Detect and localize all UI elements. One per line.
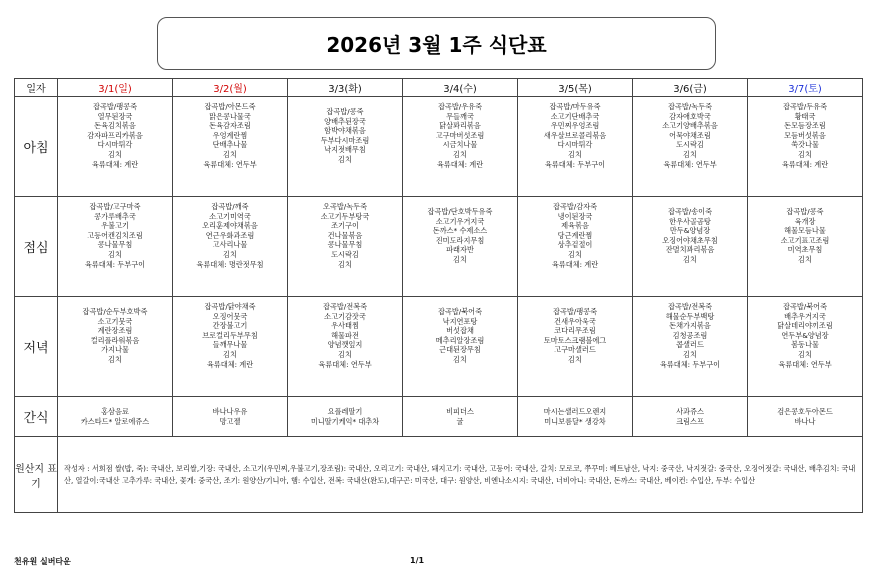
menu-item: 김치 <box>453 254 467 264</box>
menu-item: 요플레딸기 <box>327 406 363 416</box>
menu-item: 간장불고기 <box>212 321 248 331</box>
menu-item: 김치 <box>568 249 582 259</box>
menu-item: 김치 <box>108 249 122 259</box>
menu-item: 상추겉절이 <box>557 240 593 250</box>
menu-item: 김치 <box>798 349 812 359</box>
menu-item: 건나물볶음 <box>327 230 363 240</box>
menu-item: 김치 <box>108 149 122 159</box>
menu-cell <box>173 397 288 437</box>
menu-item: 육류대체: 계란 <box>436 159 484 169</box>
menu-item: 잡곡밥/북어죽 <box>782 302 828 311</box>
menu-item: 미니딸기케익* 대추차 <box>310 416 380 426</box>
menu-item: 마시는샐러드오렌지 <box>543 406 607 416</box>
menu-item: 육류대체: 계란 <box>551 259 599 269</box>
origin-label: 원산지 표기 <box>15 437 58 513</box>
menu-cell <box>173 297 288 397</box>
menu-item: 낙지연포탕 <box>442 316 478 326</box>
menu-item: 해물모듬나물 <box>784 226 826 236</box>
footer-org: 천유원 실버타운 <box>14 557 71 566</box>
menu-item: 소고기표고조림 <box>780 235 830 245</box>
menu-item: 오곡밥/녹두죽 <box>322 202 368 211</box>
menu-item: 감자애호박국 <box>669 111 711 121</box>
menu-item: 고구마버섯조림 <box>435 130 485 140</box>
menu-item: 우사태찜 <box>331 321 359 331</box>
menu-item: 소고기우거지국 <box>435 216 485 226</box>
menu-item: 파래자반 <box>446 245 474 255</box>
date-label-header: 일자 <box>15 79 58 97</box>
menu-item: 잡곡밥/콩죽 <box>786 207 824 216</box>
menu-item: 콩가루배추국 <box>94 211 136 221</box>
menu-item: 콩나물무침 <box>97 240 133 250</box>
menu-cell <box>748 297 863 397</box>
menu-item: 김치 <box>568 354 582 364</box>
menu-item: 양배추된장국 <box>324 116 366 126</box>
menu-item: 육류대체: 연두부 <box>318 359 372 369</box>
menu-item: 봄동나물 <box>791 340 819 350</box>
menu-item: 육류대체: 두부구이 <box>84 259 146 269</box>
menu-item: 두부다시마조림 <box>320 135 370 145</box>
menu-item: 다시마튀각 <box>97 140 133 150</box>
menu-item: 소고기미역국 <box>209 211 251 221</box>
menu-item: 돈육김치볶음 <box>94 121 136 131</box>
menu-item: 감자파프리카볶음 <box>87 130 143 140</box>
menu-item: 들깨무나물 <box>212 340 248 350</box>
menu-item: 만두&양념장 <box>669 226 711 236</box>
menu-item: 김치 <box>683 254 697 264</box>
menu-item: 김치 <box>453 149 467 159</box>
day-header: 3/5(목) <box>518 79 633 97</box>
menu-item: 우엉계란찜 <box>212 130 248 140</box>
menu-item: 귤 <box>456 416 464 426</box>
menu-item: 잡곡밥/고구마죽 <box>89 202 141 211</box>
menu-item: 단배추나물 <box>212 140 248 150</box>
day-header: 3/2(월) <box>173 79 288 97</box>
menu-item: 소고기감잣국 <box>324 311 366 321</box>
menu-item: 잡곡밥/두유죽 <box>782 102 828 111</box>
menu-item: 콥샐러드 <box>676 340 704 350</box>
menu-item: 크림스프 <box>676 416 704 426</box>
meal-row <box>15 97 863 197</box>
menu-item: 한우사골곰탕 <box>669 216 711 226</box>
menu-item: 김치 <box>798 149 812 159</box>
menu-item: 컬리플라워볶음 <box>90 335 140 345</box>
header-row <box>15 79 863 97</box>
menu-item: 닭살데리야끼조림 <box>777 321 833 331</box>
menu-item: 무들깨국 <box>446 111 474 121</box>
menu-item: 검은콩호두아몬드 <box>777 406 833 416</box>
menu-item: 김치 <box>453 354 467 364</box>
menu-cell <box>748 197 863 297</box>
menu-item: 잡곡밥/북어죽 <box>437 307 483 316</box>
menu-cell <box>58 97 173 197</box>
menu-item: 육류대체: 명란젓무침 <box>196 259 264 269</box>
menu-item: 잡곡밥/깨죽 <box>211 202 249 211</box>
menu-item: 육류대체: 두부구이 <box>544 159 606 169</box>
footer-page-number: 1/1 <box>410 556 425 565</box>
menu-cell <box>518 297 633 397</box>
menu-cell <box>58 297 173 397</box>
menu-item: 시금치나물 <box>442 140 478 150</box>
menu-cell <box>633 297 748 397</box>
menu-item: 김치 <box>683 349 697 359</box>
menu-item: 김치 <box>223 249 237 259</box>
menu-item: 메추리알장조림 <box>435 335 485 345</box>
origin-row <box>15 437 863 513</box>
menu-item: 육개장 <box>794 216 816 226</box>
menu-item: 잡곡밥/콩죽 <box>326 107 364 116</box>
menu-cell <box>748 397 863 437</box>
meal-row <box>15 297 863 397</box>
menu-item: 고구마샐러드 <box>554 345 596 355</box>
menu-cell <box>173 197 288 297</box>
origin-text: 작성자 : 서희점 쌀(밥, 죽): 국내산, 보리쌀,기장: 국내산, 소고기(우민찌,우불고기,장조림): 국내산, 오리고기: 국내산, 돼지고기: 국내산, 고등어: 국내산, 갈치: 모로코, 쭈꾸미: 베트남산, 낙지: 중국산, 낙지젓갈: 중국산, 오징어젓갈: 국내산, 배추김치: 국내산, 열갈이:국내산 고추가루: 국내산, 꽃게: 중국산, 조기: 원양산/기니아, 햄: 수입산, 전복: 국내산(완도),대구곤: 미국산, 대구: 원양산, 비엔나소시지: 국내산, 너비아니: 국내산, 돈까스: 국내산, 베이컨: 수입산, 두부: 수입산 <box>58 437 863 513</box>
menu-item: 연근우화과조림 <box>205 230 255 240</box>
menu-item: 돈모듬장조림 <box>784 121 826 131</box>
menu-item: 잡곡밥/송이죽 <box>667 207 713 216</box>
menu-item: 닭살꽈리볶음 <box>439 121 481 131</box>
menu-item: 건새우아욱국 <box>554 316 596 326</box>
menu-cell <box>633 97 748 197</box>
menu-item: 바나나우유 <box>212 406 248 416</box>
menu-item: 돈육감자조림 <box>209 121 251 131</box>
day-header: 3/7(토) <box>748 79 863 97</box>
menu-item: 다시마튀각 <box>557 140 593 150</box>
menu-item: 오리훈제야채볶음 <box>202 221 258 231</box>
menu-cell <box>518 97 633 197</box>
menu-item: 코다리무조림 <box>554 326 596 336</box>
menu-item: 가지나물 <box>101 345 129 355</box>
menu-item: 미니보름달* 생강차 <box>544 416 606 426</box>
menu-item: 김치 <box>338 259 352 269</box>
menu-item: 해물파전 <box>331 330 359 340</box>
meal-label: 저녁 <box>15 297 58 397</box>
menu-item: 근대된장무침 <box>439 345 481 355</box>
menu-item: 모듬버섯볶음 <box>784 130 826 140</box>
menu-item: 배추우거지국 <box>784 311 826 321</box>
menu-item: 양념깻잎지 <box>327 340 363 350</box>
menu-cell <box>403 197 518 297</box>
menu-item: 오징어뭇국 <box>212 311 248 321</box>
menu-item: 잡곡밥/감자죽 <box>552 202 598 211</box>
menu-item: 잡곡밥/팽콩죽 <box>92 102 138 111</box>
meal-row <box>15 197 863 297</box>
menu-item: 도시락김 <box>331 249 359 259</box>
menu-item: 돈까스* 수제소스 <box>432 226 488 236</box>
menu-item: 소고기뭇국 <box>97 316 133 326</box>
menu-item: 망고젤 <box>219 416 241 426</box>
menu-cell <box>403 97 518 197</box>
menu-item: 잡곡밥/단호박두유죽 <box>427 207 493 216</box>
menu-cell <box>288 197 403 297</box>
menu-item: 김치 <box>338 349 352 359</box>
menu-cell <box>403 397 518 437</box>
menu-item: 해물순두부백탕 <box>665 311 715 321</box>
menu-item: 콩나물무침 <box>327 240 363 250</box>
menu-item: 오징어야채초무침 <box>662 235 718 245</box>
meal-label: 점심 <box>15 197 58 297</box>
day-header: 3/3(화) <box>288 79 403 97</box>
menu-item: 카스타드* 알로에쥬스 <box>80 416 150 426</box>
menu-item: 김치 <box>108 354 122 364</box>
meal-label: 아침 <box>15 97 58 197</box>
day-header: 3/1(일) <box>58 79 173 97</box>
menu-item: 비피더스 <box>446 406 474 416</box>
menu-cell <box>173 97 288 197</box>
menu-item: 조기구이 <box>331 221 359 231</box>
menu-item: 쑥갓나물 <box>791 140 819 150</box>
menu-item: 바나나 <box>794 416 816 426</box>
menu-item: 잡곡밥/전복죽 <box>322 302 368 311</box>
menu-item: 육류대체: 연두부 <box>778 359 832 369</box>
menu-item: 미역초무침 <box>787 245 823 255</box>
menu-item: 소고기단배추국 <box>550 111 600 121</box>
menu-cell <box>58 197 173 297</box>
day-header: 3/6(금) <box>633 79 748 97</box>
menu-item: 계란장조림 <box>97 326 133 336</box>
menu-cell <box>518 397 633 437</box>
menu-item: 육류대체: 연두부 <box>663 159 717 169</box>
menu-item: 진미도라지무침 <box>435 235 485 245</box>
menu-item: 돈채가지볶음 <box>669 321 711 331</box>
menu-item: 토마토스크램블에그 <box>543 335 607 345</box>
menu-item: 함박야채볶음 <box>324 126 366 136</box>
menu-item: 도시락김 <box>676 140 704 150</box>
menu-item: 소고기두부탕국 <box>320 211 370 221</box>
menu-item: 맑은콩나물국 <box>209 111 251 121</box>
menu-item: 브로컬리두부무침 <box>202 330 258 340</box>
menu-item: 육류대체: 계란 <box>206 359 254 369</box>
menu-item: 열무된장국 <box>97 111 133 121</box>
menu-item: 육류대체: 계란 <box>91 159 139 169</box>
meal-table <box>14 78 863 513</box>
menu-cell <box>748 97 863 197</box>
meal-row <box>15 397 863 437</box>
menu-item: 새우살브로콜리볶음 <box>543 130 607 140</box>
menu-cell <box>58 397 173 437</box>
menu-item: 김치 <box>798 254 812 264</box>
menu-item: 사과쥬스 <box>676 406 704 416</box>
menu-cell <box>288 97 403 197</box>
page-title: 2026년 3월 1주 식단표 <box>157 17 716 70</box>
menu-item: 고등어캔김치조림 <box>87 230 143 240</box>
menu-item: 육류대체: 계란 <box>781 159 829 169</box>
menu-item: 육류대체: 두부구이 <box>659 359 721 369</box>
menu-item: 낙지젓배무침 <box>324 145 366 155</box>
menu-item: 잡곡밥/아몬드죽 <box>204 102 256 111</box>
menu-item: 냉이된장국 <box>557 211 593 221</box>
menu-item: 김치 <box>683 149 697 159</box>
menu-item: 잡곡밥/우유죽 <box>437 102 483 111</box>
menu-item: 어묵야채조림 <box>669 130 711 140</box>
menu-cell <box>518 197 633 297</box>
menu-item: 잔멸치꽈리볶음 <box>665 245 715 255</box>
menu-item: 잡곡밥/순두부호박죽 <box>82 307 148 316</box>
menu-item: 고사리나물 <box>212 240 248 250</box>
menu-cell <box>633 397 748 437</box>
menu-item: 육류대체: 연두부 <box>203 159 257 169</box>
menu-item: 김치 <box>568 149 582 159</box>
menu-item: 김치 <box>338 154 352 164</box>
menu-item: 버섯잡채 <box>446 326 474 336</box>
menu-item: 황태국 <box>794 111 816 121</box>
meal-label: 간식 <box>15 397 58 437</box>
menu-item: 연두부&양념장 <box>781 330 829 340</box>
menu-item: 김치 <box>223 349 237 359</box>
menu-item: 소고기양배추볶음 <box>662 121 718 131</box>
menu-cell <box>288 297 403 397</box>
menu-item: 잡곡밥/팽콩죽 <box>552 307 598 316</box>
menu-item: 잡곡밥/마두유죽 <box>549 102 601 111</box>
menu-item: 잡곡밥/전복죽 <box>667 302 713 311</box>
menu-item: 김청공조림 <box>672 330 708 340</box>
menu-cell <box>403 297 518 397</box>
menu-item: 잡곡밥/닭야채죽 <box>204 302 256 311</box>
menu-item: 우민찌우엉조림 <box>550 121 600 131</box>
menu-item: 우불고기 <box>101 221 129 231</box>
menu-cell <box>633 197 748 297</box>
menu-item: 당근계란찜 <box>557 230 593 240</box>
menu-item: 잡곡밥/녹두죽 <box>667 102 713 111</box>
day-header: 3/4(수) <box>403 79 518 97</box>
menu-item: 홍삼음료 <box>101 406 129 416</box>
menu-item: 김치 <box>223 149 237 159</box>
menu-item: 제육볶음 <box>561 221 589 231</box>
menu-cell <box>288 397 403 437</box>
